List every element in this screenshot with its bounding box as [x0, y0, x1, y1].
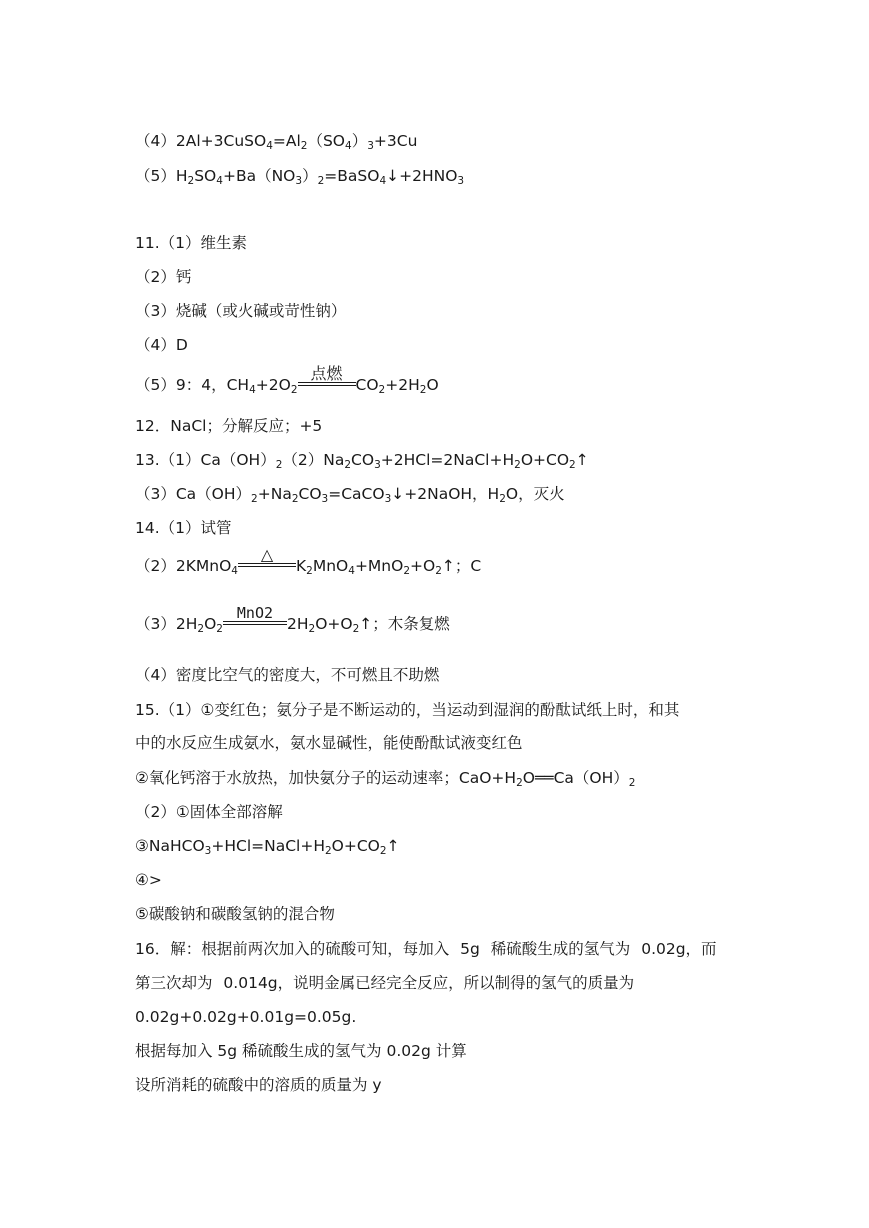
answer-14-2	[135, 545, 482, 577]
answer-10-5	[135, 166, 464, 186]
subscript: 2	[419, 384, 427, 396]
text: （2）Na	[282, 451, 345, 469]
subscript: 2	[290, 384, 298, 396]
answer-16-d: 根据每加入 5g 稀硫酸生成的氢气为 0.02g 计算	[135, 1042, 467, 1060]
answer-11-3: （3）烧碱（或火碱或苛性钠）	[135, 302, 347, 320]
text: =CaCO	[328, 485, 385, 503]
subscript: 3	[321, 493, 329, 505]
text: O+O	[315, 615, 353, 633]
text: ↑；C	[441, 557, 482, 575]
text: MnO	[312, 557, 349, 575]
reaction-condition: △	[260, 545, 274, 564]
text: =Al	[272, 132, 301, 150]
subscript: 3	[374, 459, 381, 471]
text: 13.（1）Ca（OH）	[135, 451, 276, 469]
text: +MnO	[354, 557, 404, 575]
text: O，灭火	[505, 485, 565, 503]
subscript: 2	[344, 459, 352, 471]
answer-15-2b	[135, 836, 400, 856]
subscript: 3	[384, 493, 392, 505]
text: K	[295, 557, 307, 575]
answer-14-1: 14.（1）试管	[135, 519, 232, 537]
answer-10-4	[135, 131, 417, 151]
reaction-arrow	[223, 604, 287, 634]
subscript: 2	[300, 140, 308, 152]
text: CO	[351, 451, 375, 469]
text: ）	[351, 132, 368, 150]
text: H	[175, 167, 188, 185]
text: （4）	[135, 132, 176, 150]
subscript: 2	[516, 777, 523, 789]
subscript: 2	[628, 777, 636, 789]
subscript: 2	[306, 565, 313, 577]
subscript: 2	[317, 175, 325, 187]
text: 2Al+3CuSO	[175, 132, 267, 150]
text: CO	[298, 485, 322, 503]
subscript: 2	[308, 623, 316, 635]
subscript: 4	[231, 565, 238, 577]
answer-16-b: 第三次却为 0.014g，说明金属已经完全反应，所以制得的氢气的质量为	[135, 974, 635, 992]
text: （3）2H	[135, 615, 198, 633]
text: +Ba（NO	[222, 167, 296, 185]
text: （5）	[135, 167, 176, 185]
subscript: 2	[324, 845, 332, 857]
answer-15-2d: ⑤碳酸钠和碳酸氢钠的混合物	[135, 905, 335, 923]
text: SO	[194, 167, 217, 185]
text: +2H	[385, 376, 420, 394]
text: （2）2KMnO	[135, 557, 232, 575]
answer-11-1: 11.（1）维生素	[135, 234, 248, 252]
subscript: 2	[403, 565, 411, 577]
subscript: 2	[379, 845, 387, 857]
subscript: 4	[266, 140, 273, 152]
text: ）	[302, 167, 318, 185]
subscript: 4	[216, 175, 223, 187]
text: O+CO	[331, 837, 380, 855]
text: ↑	[386, 837, 400, 855]
answer-14-3	[135, 604, 450, 635]
text: （3）Ca（OH）	[135, 485, 252, 503]
text: （5）9：4，CH	[135, 376, 250, 394]
reaction-arrow	[298, 364, 356, 395]
text: +3Cu	[373, 132, 418, 150]
reaction-condition: MnO2	[236, 604, 274, 622]
text: O	[204, 615, 217, 633]
subscript: 2	[197, 623, 205, 635]
answer-15-2c: ④>	[135, 871, 162, 889]
subscript: 2	[514, 459, 521, 471]
subscript: 3	[295, 175, 303, 187]
subscript: 4	[348, 565, 355, 577]
answer-11-2: （2）钙	[135, 268, 192, 286]
answer-15-1b: 中的水反应生成氨水，氨水显碱性，能使酚酞试液变红色	[135, 734, 523, 752]
text: O	[426, 376, 439, 394]
subscript: 4	[345, 140, 352, 152]
answer-15-2a: （2）①固体全部溶解	[135, 803, 283, 821]
subscript: 2	[569, 459, 576, 471]
text: （SO	[307, 132, 346, 150]
answer-13-3	[135, 484, 565, 504]
text: O══Ca（OH）	[522, 769, 629, 787]
subscript: 3	[457, 175, 465, 187]
subscript: 2	[291, 493, 299, 505]
text: ↓+2HNO	[386, 167, 458, 185]
text: +O	[410, 557, 436, 575]
subscript: 2	[216, 623, 223, 635]
text: +Na	[257, 485, 292, 503]
text: ↓+2NaOH，H	[391, 485, 500, 503]
answer-13-1	[135, 450, 589, 470]
answer-15-1a: 15.（1）①变红色；氨分子是不断运动的，当运动到湿润的酚酞试纸上时，和其	[135, 701, 680, 719]
answer-15-1c	[135, 768, 635, 788]
answer-11-4: （4）D	[135, 336, 188, 354]
text: +2O	[255, 376, 291, 394]
subscript: 2	[187, 175, 195, 187]
subscript: 2	[435, 565, 442, 577]
subscript: 3	[367, 140, 374, 152]
text: ↑；木条复燃	[359, 615, 450, 633]
answer-11-5	[135, 364, 439, 396]
text: O+CO	[520, 451, 570, 469]
reaction-arrow	[238, 545, 296, 576]
subscript: 2	[275, 459, 283, 471]
answer-16-a: 16．解：根据前两次加入的硫酸可知，每加入 5g 稀硫酸生成的氢气为 0.02g，而	[135, 940, 717, 958]
text: CO	[355, 376, 379, 394]
text: ②氧化钙溶于水放热，加快氨分子的运动速率；CaO+H	[135, 769, 517, 787]
text: =BaSO	[324, 167, 380, 185]
subscript: 2	[499, 493, 506, 505]
subscript: 2	[352, 623, 360, 635]
subscript: 3	[204, 845, 212, 857]
answer-14-4: （4）密度比空气的密度大，不可燃且不助燃	[135, 666, 440, 684]
text: 2H	[286, 615, 309, 633]
text: ③NaHCO	[135, 837, 205, 855]
answer-12: 12．NaCl；分解反应；+5	[135, 417, 323, 435]
answer-16-c: 0.02g+0.02g+0.01g=0.05g.	[135, 1008, 357, 1026]
subscript: 4	[249, 384, 256, 396]
answer-16-e: 设所消耗的硫酸中的溶质的质量为 y	[135, 1076, 382, 1094]
reaction-condition: 点燃	[310, 364, 343, 383]
subscript: 4	[379, 175, 387, 187]
subscript: 2	[378, 384, 386, 396]
subscript: 2	[251, 493, 258, 505]
text: ↑	[575, 451, 589, 469]
text: +2HCl=2NaCl+H	[380, 451, 515, 469]
text: +HCl=NaCl+H	[211, 837, 325, 855]
